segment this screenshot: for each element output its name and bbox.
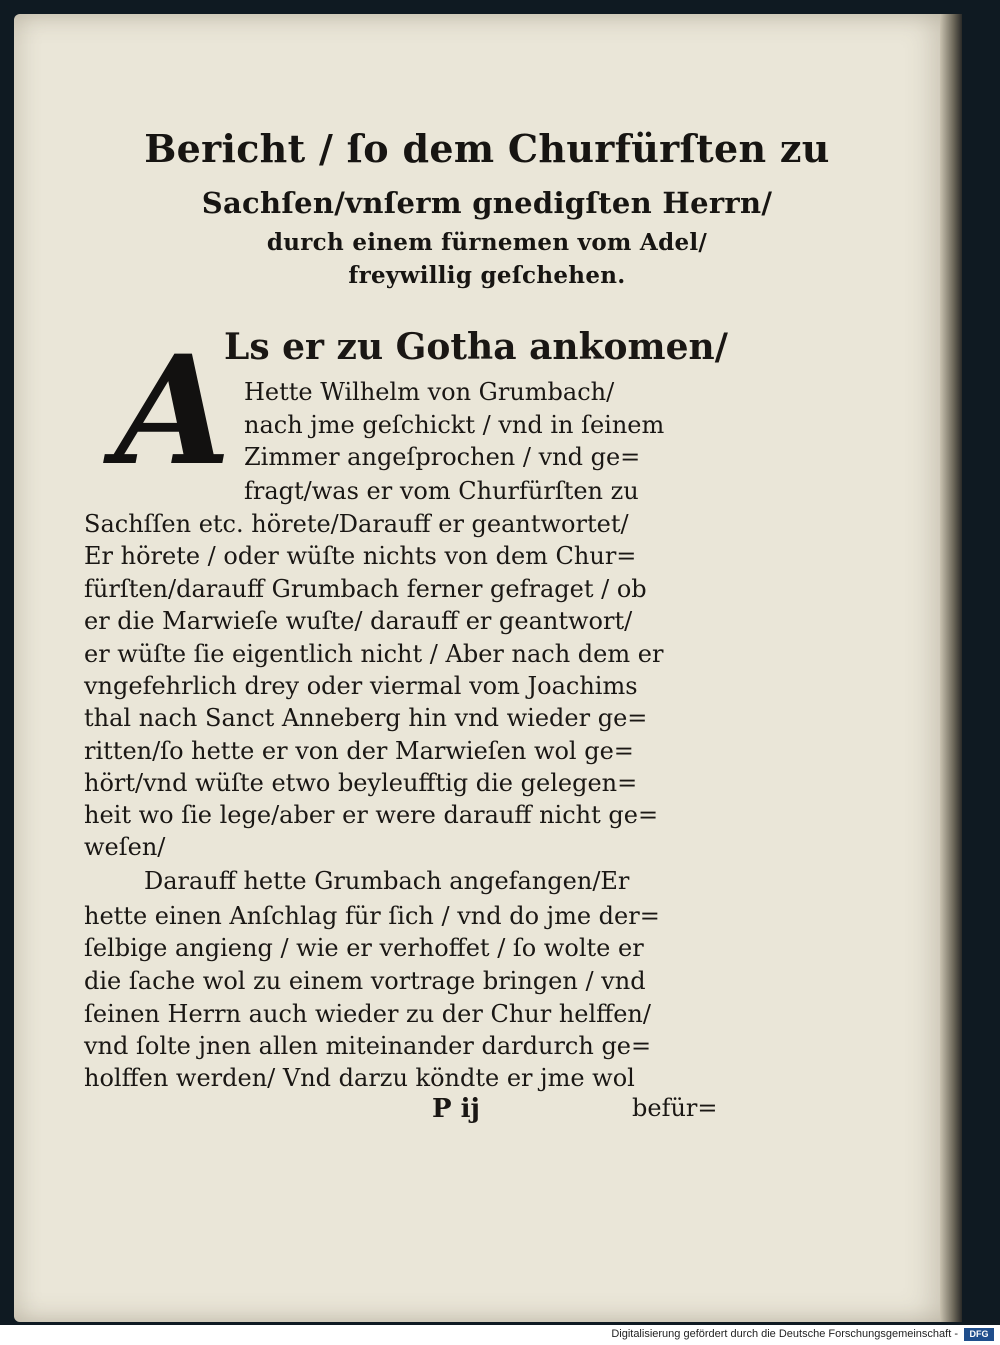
digitization-credit: Digitalisierung gefördert durch die Deutsche Forschungsgemeinschaft - — [611, 1328, 958, 1340]
body-line: hette einen Anſchlag für ſich / vnd do jme der= — [84, 902, 660, 930]
body-line: ritten/ſo hette er von der Marwieſen wol ge= — [84, 737, 634, 765]
body-line: weſen/ — [84, 833, 166, 861]
book-page — [14, 14, 960, 1322]
body-line: heit wo ſie lege/aber er were darauff nicht ge= — [84, 801, 659, 829]
body-line: Zimmer angeſprochen / vnd ge= — [244, 443, 641, 471]
body-line: nach jme geſchickt / vnd in ſeinem — [244, 411, 665, 439]
body-line: Sachſſen etc. hörete/Darauff er geantwortet/ — [84, 510, 629, 538]
heading-line-3: durch einem fürnemen vom Adel/ — [266, 229, 708, 256]
body-line: fürſten/darauff Grumbach ferner gefraget / ob — [84, 575, 647, 603]
body-line: Ls er zu Gotha ankomen/ — [224, 326, 728, 368]
decorated-initial: A — [114, 323, 232, 499]
heading-line-1: Bericht / ſo dem Churfürſten zu — [144, 126, 830, 171]
page-gutter-shadow — [940, 14, 962, 1322]
body-line: ſeinen Herrn auch wieder zu der Chur helffen/ — [84, 1000, 651, 1028]
body-line: er die Marwieſe wuſte/ darauff er geantwort/ — [84, 607, 633, 635]
signature-mark: P ij — [432, 1094, 480, 1124]
body-line: thal nach Sanct Anneberg hin vnd wieder ge= — [84, 704, 648, 732]
body-line: hört/vnd wüſte etwo beyleufftig die gelegen= — [84, 769, 638, 797]
body-line: Darauff hette Grumbach angefangen/Er — [144, 867, 630, 895]
body-line: die ſache wol zu einem vortrage bringen / vnd — [84, 967, 646, 995]
heading-line-4: freywillig geſchehen. — [348, 262, 626, 289]
body-line: er wüſte ſie eigentlich nicht / Aber nach dem er — [84, 640, 664, 668]
body-line: Hette Wilhelm von Grumbach/ — [244, 378, 615, 406]
dfg-logo: DFG — [964, 1328, 994, 1341]
body-line: vngefehrlich drey oder viermal vom Joachims — [84, 672, 638, 700]
catchword: befür= — [632, 1094, 718, 1122]
body-line: vnd ſolte jnen allen miteinander dardurch ge= — [84, 1032, 652, 1060]
body-line: holffen werden/ Vnd darzu köndte er jme wol — [84, 1064, 635, 1092]
body-line: ſelbige angieng / wie er verhoffet / ſo wolte er — [84, 934, 644, 962]
body-line: Er hörete / oder wüſte nichts von dem Chur= — [84, 542, 637, 570]
heading-line-2: Sachſen/vnſerm gnedigſten Herrn/ — [201, 186, 773, 220]
body-line: fragt/was er vom Churfürſten zu — [244, 477, 639, 505]
